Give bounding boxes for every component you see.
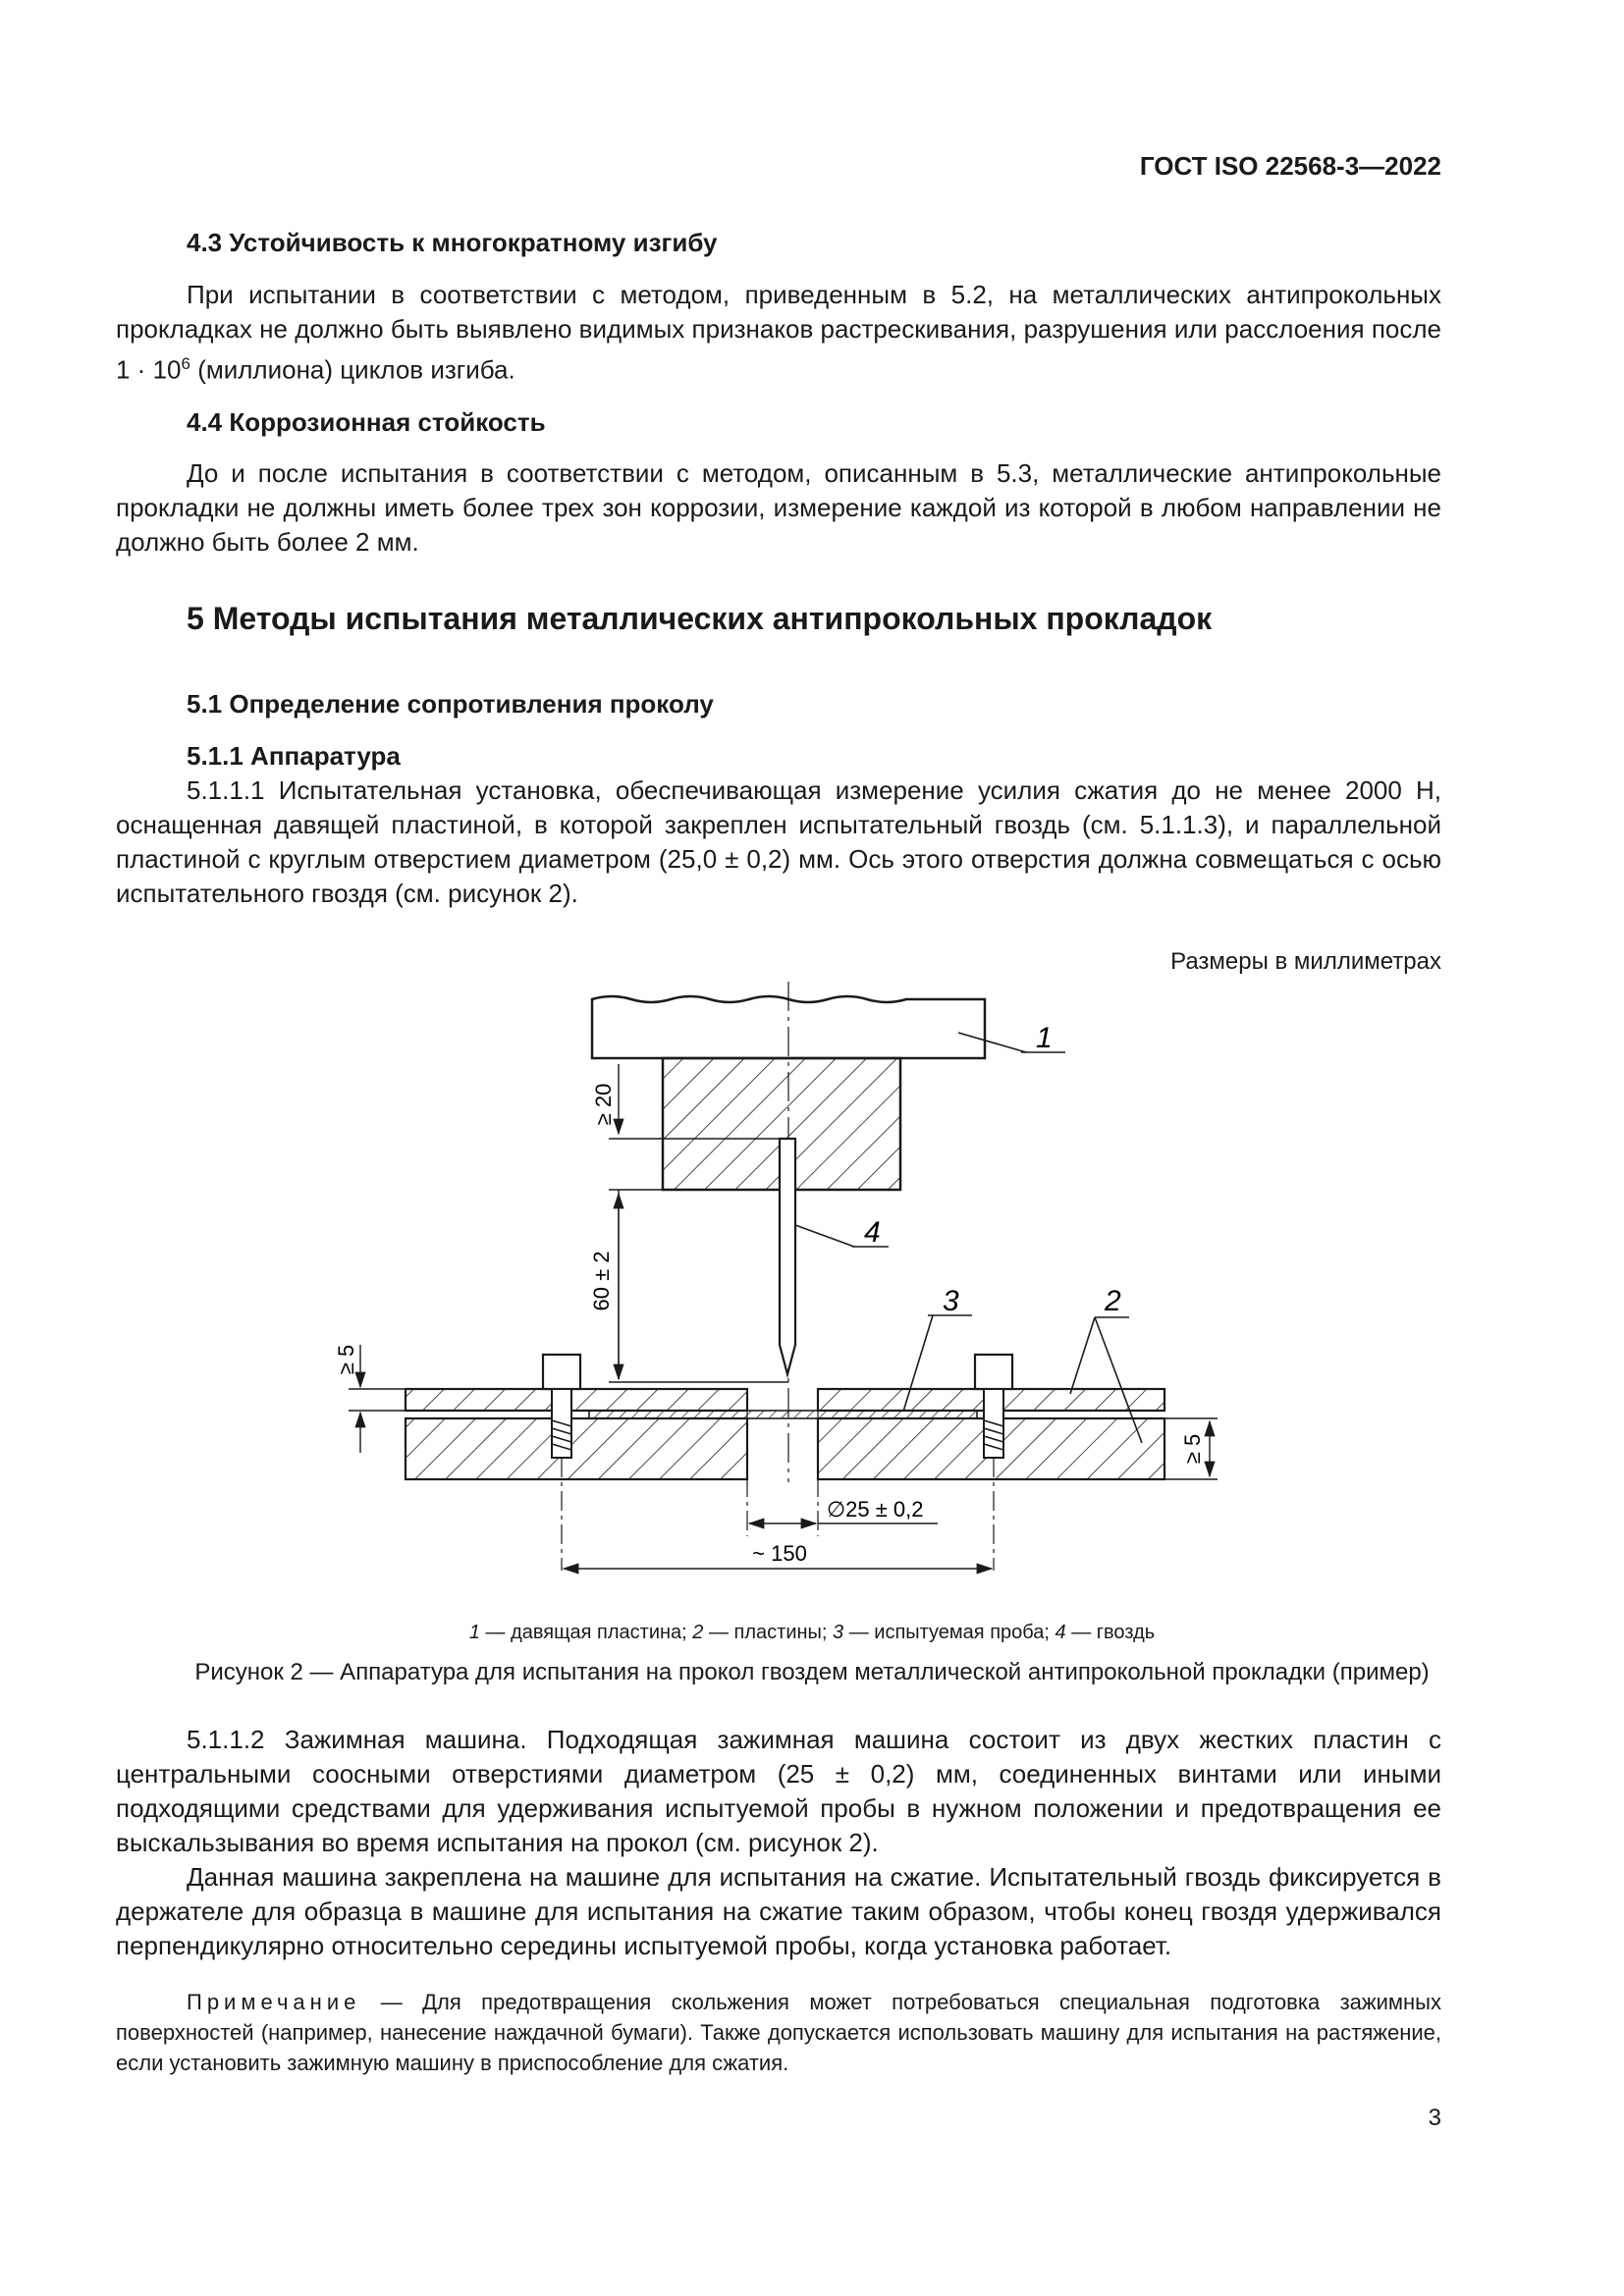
paragraph-4-3-tail: (миллиона) циклов изгиба. [189,354,515,385]
key-3: 3 [833,1622,844,1643]
paragraph-4-4 [116,456,1441,560]
label-1: 1 [1036,1022,1053,1054]
key-4: 4 [1055,1622,1066,1643]
upper-plate-left [406,1389,747,1411]
test-sample [589,1411,977,1418]
paragraph-5-1-1-1-text: 5.1.1.1 Испытательная установка, обеспечивающая измерение усилия сжатия до не менее 2000 Н, оснащенная давящей пластиной, в которой закреплен испытательный гвоздь (см. 5.1.1.3), и параллельной пластиной с круглым отверстием диаметром (25,0 ± 0,2) мм. Ось этого отверстия должна совмещаться с осью испытательного гвоздя (см. рисунок 2). [116,775,1441,908]
note-block [116,1987,1441,2078]
key-3-text: — испытуемая проба; [843,1622,1056,1643]
dim-min-20: ≥ 20 [591,1083,616,1126]
dim-nail-distance: 60 ± 2 [589,1251,614,1311]
note-label: Примечание [187,1990,361,2014]
heading-section-5: 5 Методы испытания металлических антипрокольных прокладок [187,601,1213,636]
figure-key [0,1622,1624,1644]
key-2: 2 [692,1622,704,1643]
page-number: 3 [1428,2105,1441,2131]
label-3: 3 [943,1285,959,1317]
label-2: 2 [1105,1285,1121,1317]
paragraph-5-1-1-1 [116,774,1441,911]
lower-plate-left [406,1418,747,1479]
paragraph-5-1-1-2 [116,1723,1441,1963]
heading-5-1: 5.1 Определение сопротивления проколу [187,689,714,719]
figure-2-apparatus-drawing [324,977,1237,1605]
key-1: 1 [468,1622,480,1643]
dim-width-150: ~ 150 [752,1541,807,1566]
label-4: 4 [864,1216,881,1249]
units-note: Размеры в миллиметрах [1170,948,1441,975]
dim-left-min-5: ≥ 5 [334,1344,358,1375]
heading-4-3: 4.3 Устойчивость к многократному изгибу [187,228,718,257]
exponent: 6 [181,354,190,373]
heading-5-1-1: 5.1.1 Аппаратура [187,741,401,771]
key-2-text: — пластины; [703,1622,834,1643]
paragraph-4-3 [116,278,1441,388]
dim-right-min-5: ≥ 5 [1180,1433,1205,1465]
key-1-text: — давящая пластина; [479,1622,693,1643]
key-4-text: — гвоздь [1065,1622,1156,1643]
paragraph-4-3-text: При испытании в соответствии с методом, приведенным в 5.2, на металлических антипрокольных прокладках не должно быть выявлено видимых признаков растрескивания, разрушения или расслоения после 1 · 10 [116,280,1441,385]
nail [780,1139,795,1374]
paragraph-5-1-1-2-text: 5.1.1.2 Зажимная машина. Подходящая зажимная машина состоит из двух жестких пластин с центральными соосными отверстиями диаметром (25 ± 0,2) мм, соединенных винтами или иными подходящими средствами для удерживания испытуемой пробы в нужном положении и предотвращения ее выскальзывания во время испытания на прокол (см. рисунок 2). [116,1725,1441,1857]
note-text: — Для предотвращения скольжения может потребоваться специальная подготовка зажимных поверхностей (например, нанесение наждачной бумаги). Также допускается использовать машину для испытания на растяжение, если установить зажимную машину в приспособление для сжатия. [116,1990,1441,2075]
dim-hole-diameter: ∅25 ± 0,2 [827,1497,924,1522]
paragraph-5-1-1-2-continued: Данная машина закреплена на машине для испытания на сжатие. Испытательный гвоздь фиксируется в держателе для образца в машине для испытания на сжатие таким образом, чтобы конец гвоздя удерживался перпендикулярно относительно середины испытуемой пробы, когда установка работает. [116,1862,1441,1960]
paragraph-4-4-text: До и после испытания в соответствии с методом, описанным в 5.3, металлические антипрокольные прокладки не должны иметь более трех зон коррозии, измерение каждой из которой в любом направлении не должно быть более 2 мм. [116,458,1441,557]
document-header: ГОСТ ISO 22568-3—2022 [1139,151,1441,181]
heading-4-4: 4.4 Коррозионная стойкость [187,407,546,437]
figure-caption: Рисунок 2 — Аппаратура для испытания на прокол гвоздем металлической антипрокольной прокладки (пример) [194,1659,1430,1685]
